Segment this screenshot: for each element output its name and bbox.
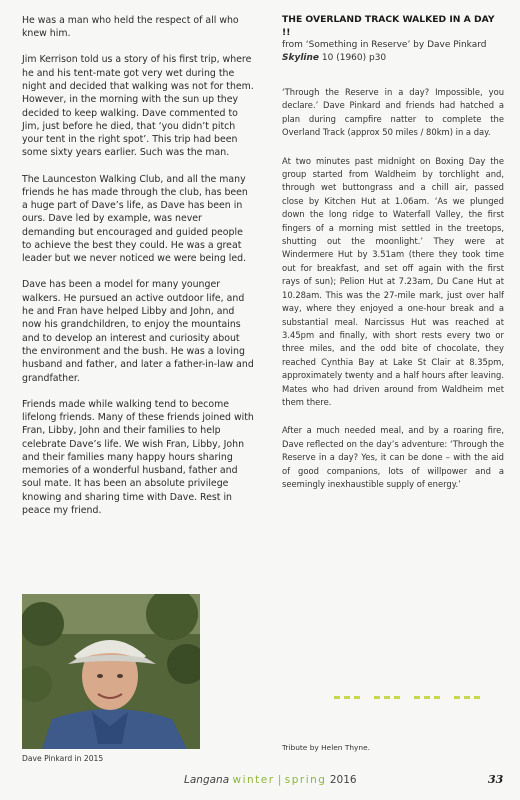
photo-caption: Dave Pinkard in 2015 [22, 754, 104, 763]
footer-separator: | [277, 774, 282, 786]
magazine-name: Langana [184, 774, 230, 786]
dot-group [334, 696, 360, 699]
footer-year: 2016 [329, 774, 357, 786]
publication-line [282, 52, 504, 65]
season-winter: winter [232, 774, 275, 786]
portrait-illustration [22, 594, 200, 749]
right-column [282, 14, 504, 506]
page-number: 33 [488, 773, 504, 786]
paragraph: After a much needed meal, and by a roaring fire, Dave reflected on the day’s adventure: ‘Through the Reserve in a day? Yes, it can be done – with the aid of good companions, lots of willpower and a seemingly inexhaustible supply of energy.’ [282, 425, 504, 489]
publication-name: Skyline [282, 52, 320, 63]
paragraph: The Launceston Walking Club, and all the many friends he has made through the club, has been a huge part of Dave’s life, as Dave has been in ours. Dave led by example, was never demanding but encouraged and guided people to achieve the best they could. He was a great leader but we never noticed we were being led. [22, 173, 248, 265]
dot-group [374, 696, 400, 699]
tribute-credit: Tribute by Helen Thyne. [282, 743, 370, 752]
portrait-photo [22, 594, 200, 749]
footer-brand [184, 774, 357, 786]
article-title: THE OVERLAND TRACK WALKED IN A DAY !! [282, 14, 495, 38]
paragraph: ‘Through the Reserve in a day? Impossible, you declare.’ Dave Pinkard and friends had hatched a plan during campfire natter to complete the Overland Track (approx 50 miles / 80km) in a day. [282, 87, 504, 138]
dot-group [454, 696, 480, 699]
page-footer [0, 774, 520, 794]
publication-issue: 10 (1960) p30 [321, 52, 387, 63]
paragraph: Jim Kerrison told us a story of his first trip, where he and his tent-mate got very wet during the night and decided that walking was not for them. However, in the morning with the sun up they decided to keep walking. Dave commented to Jim, just before he died, that ‘you didn’t pitch your tent in the right spot’. This trip had been some sixty years earlier. Such was the man. [22, 54, 254, 159]
paragraph: He was a man who held the respect of all who knew him. [22, 15, 239, 40]
paragraph: At two minutes past midnight on Boxing Day the group started from Waldheim by torchlight and, through wet buttongrass and a chill air, passed close by Kitchen Hut at 1.06am. ‘As we plunged down the long ridge to Waterfall Valley, the first fingers of a morning mist settled in the treetops, shutting out the moonlight.’ They were at Windermere Hut by 3.51am (there they took time out for breakfast, and set off again with the first rays of sun); Pelion Hut at 7.23am, Du Cane Hut at 10.28am. This was the 27-mile mark, just over half way, where they enjoyed a one-hour break and a substantial meal. Narcissus Hut was reached at 3.45pm and finally, with short rests every two or three miles, and the odd bite of chocolate, they reached Cynthia Bay at Lake St Clair at 8.35pm, approximately twenty and a half hours after leaving. Mates who had driven around from Waldheim met them there. [282, 155, 504, 407]
season-spring: spring [284, 774, 327, 786]
paragraph: Dave has been a model for many younger walkers. He pursued an active outdoor life, and he and Fran have helped Libby and John, and now his grandchildren, to enjoy the mountains and to develop an interest and curiosity about the environment and the bush. He was a loving husband and father, and later a father-in-law and grandfather. [22, 279, 254, 384]
dot-group [414, 696, 440, 699]
left-column [22, 14, 254, 530]
article-source: from ‘Something in Reserve’ by Dave Pinkard [282, 40, 487, 50]
section-divider-dots [334, 696, 480, 699]
paragraph: Friends made while walking tend to become lifelong friends. Many of these friends joined with Fran, Libby, John and their families to help celebrate Dave’s life. We wish Fran, Libby, John and their families many happy hours sharing memories of a wonderful husband, father and soul mate. It has been an absolute privilege knowing and sharing time with Dave. Rest in peace my friend. [22, 398, 254, 516]
